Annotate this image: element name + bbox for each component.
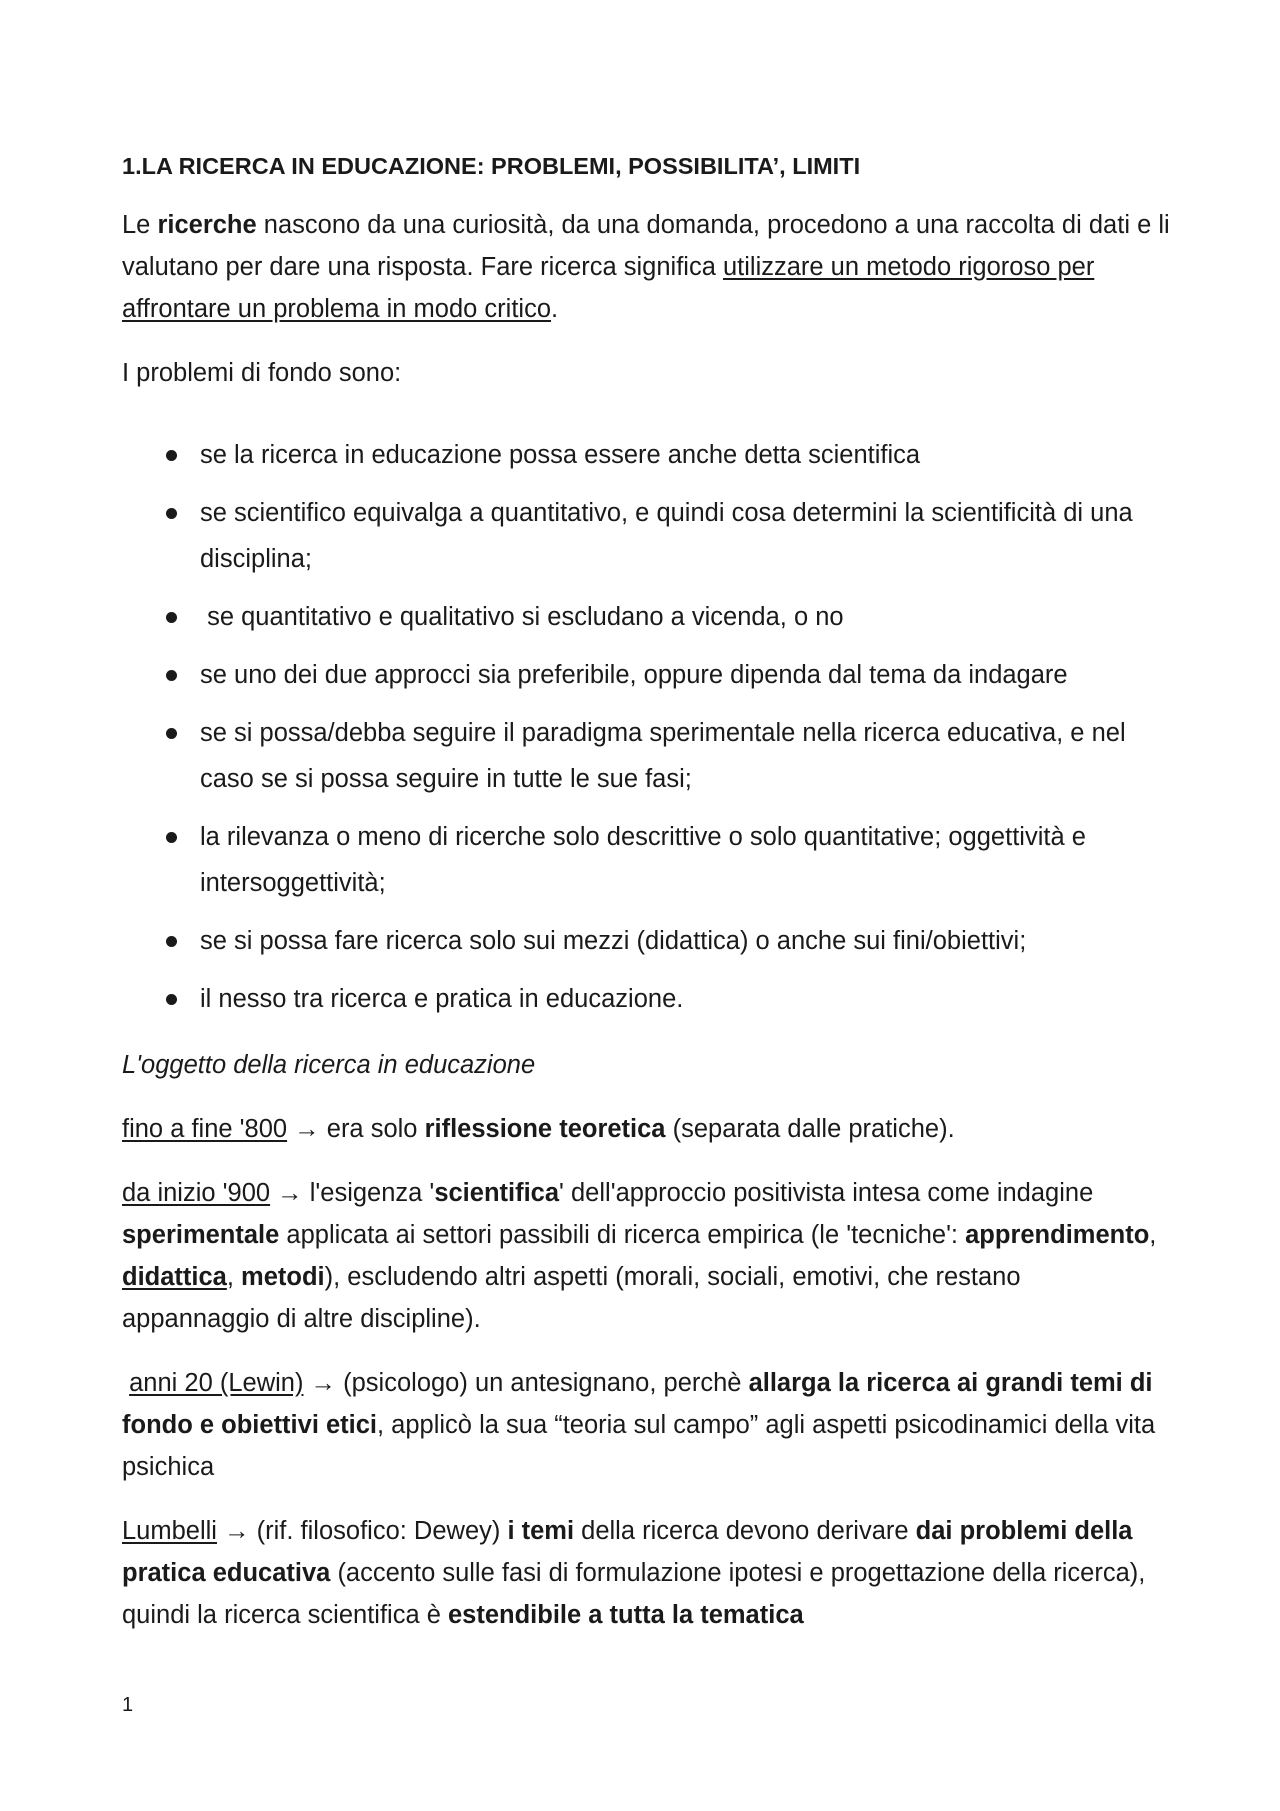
list-item-text: se si possa fare ricerca solo sui mezzi (didattica) o anche sui fini/obiettivi; [200, 927, 1027, 955]
bold-underlined-term: didattica [122, 1263, 227, 1291]
list-item-text: il nesso tra ricerca e pratica in educazione. [200, 985, 684, 1013]
bold-term: apprendimento [965, 1221, 1150, 1249]
bold-term: allarga la ricerca ai grandi temi di fondo e obiettivi etici [122, 1369, 1153, 1439]
paragraph-text: (accento sulle fasi di formulazione ipotesi e progettazione della ricerca), quindi la ricerca scientifica è [122, 1559, 1146, 1629]
bold-term: estendibile a tutta la tematica [447, 1601, 804, 1629]
paragraph-text: , [226, 1263, 242, 1291]
bullet-icon [166, 670, 177, 681]
bold-term: metodi [241, 1263, 325, 1291]
bullet-icon [166, 994, 177, 1005]
problems-intro: I problemi di fondo sono: [122, 359, 402, 387]
bullet-icon [166, 612, 177, 623]
bold-term: riflessione teoretica [424, 1115, 666, 1143]
bold-term: scientifica [434, 1179, 560, 1207]
bullet-icon [166, 832, 177, 843]
bold-term: dai problemi della pratica educativa [122, 1517, 1133, 1587]
period-label: fino a fine '800 [122, 1115, 288, 1143]
arrow-icon: → [310, 1369, 337, 1397]
section-title: L'oggetto della ricerca in educazione [122, 1051, 536, 1079]
history-paragraph-1 [122, 1108, 1172, 1150]
bold-term: i temi [507, 1517, 575, 1545]
list-item-text: se uno dei due approcci sia preferibile, oppure dipenda dal tema da indagare [200, 661, 1068, 689]
paragraph-text: era solo [319, 1115, 425, 1143]
list-item [122, 710, 1172, 802]
history-paragraph-3 [122, 1362, 1172, 1488]
list-item [122, 918, 1172, 964]
paragraph-text: (psicologo) un antesignano, perchè [336, 1369, 749, 1397]
history-paragraph-4 [122, 1510, 1172, 1636]
arrow-icon: → [294, 1115, 320, 1143]
bullet-icon [166, 728, 177, 739]
history-paragraph-2 [122, 1172, 1172, 1340]
paragraph-text: , applicò la sua “teoria sul campo” agli aspetti psicodinamici della vita psichica [122, 1411, 1156, 1481]
problems-list [122, 432, 1172, 1022]
intro-text: Le [122, 211, 158, 239]
intro-text: . [551, 295, 559, 323]
list-item [122, 976, 1172, 1022]
list-item [122, 490, 1172, 582]
document-heading: 1.LA RICERCA IN EDUCAZIONE: PROBLEMI, POSSIBILITA’, LIMITI [122, 153, 861, 179]
bullet-icon [166, 936, 177, 947]
period-label: anni 20 (Lewin) [129, 1369, 304, 1397]
intro-underlined-definition: utilizzare un metodo rigoroso per affrontare un problema in modo critico [122, 253, 1095, 323]
period-label: da inizio '900 [122, 1179, 271, 1207]
paragraph-text: ), escludendo altri aspetti (morali, sociali, emotivi, che restano appannaggio di altre discipline). [122, 1263, 1021, 1333]
list-item-text: se si possa/debba seguire il paradigma sperimentale nella ricerca educativa, e nel caso se si possa seguire in tutte le sue fasi; [200, 719, 1126, 793]
bullet-icon [166, 508, 177, 519]
paragraph-text: della ricerca devono derivare [574, 1517, 916, 1545]
intro-text: nascono da una curiosità, da una domanda, procedono a una raccolta di dati e li valutano per dare una risposta. Fare ricerca significa [122, 211, 1170, 281]
list-item-text: la rilevanza o meno di ricerche solo descrittive o solo quantitative; oggettività e intersoggettività; [200, 823, 1086, 897]
paragraph-text: applicata ai settori passibili di ricerca empirica (le 'tecniche': [279, 1221, 966, 1249]
paragraph-text: , [1149, 1221, 1157, 1249]
author-label: Lumbelli [122, 1517, 217, 1545]
list-item-text: se quantitativo e qualitativo si escludano a vicenda, o no [200, 603, 844, 631]
paragraph-text: (separata dalle pratiche). [665, 1115, 955, 1143]
bold-term: sperimentale [122, 1221, 280, 1249]
intro-bold-term: ricerche [157, 211, 257, 239]
list-item [122, 594, 1172, 640]
paragraph-text: l'esigenza ' [302, 1179, 435, 1207]
list-item [122, 814, 1172, 906]
intro-paragraph [122, 204, 1172, 330]
document-body [122, 150, 1172, 1658]
list-item [122, 432, 1172, 478]
page-number: 1 [122, 1694, 134, 1716]
arrow-icon: → [277, 1179, 303, 1207]
arrow-icon: → [224, 1517, 250, 1545]
list-item-text: se la ricerca in educazione possa essere anche detta scientifica [200, 441, 921, 469]
list-item-text: se scientifico equivalga a quantitativo, e quindi cosa determini la scientificità di una disciplina; [200, 499, 1133, 573]
bullet-icon [166, 450, 177, 461]
list-item [122, 652, 1172, 698]
paragraph-text: ' dell'approccio positivista intesa come indagine [559, 1179, 1094, 1207]
paragraph-text: (rif. filosofico: Dewey) [249, 1517, 508, 1545]
